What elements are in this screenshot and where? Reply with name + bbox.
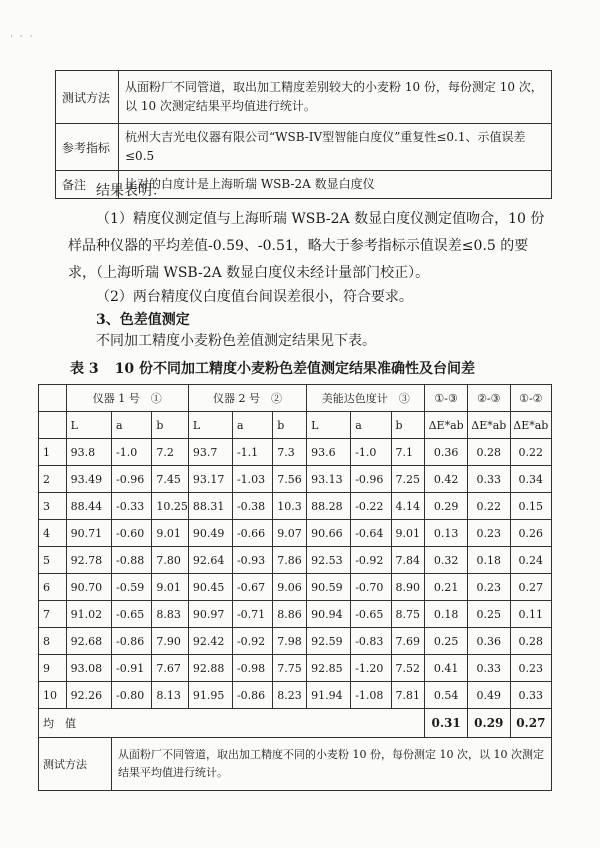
table-cell: 0.42 — [425, 466, 468, 493]
row-value: 比对的白度计是上海昕瑞 WSB-2A 数显白度仪 — [119, 171, 552, 199]
row-label: 测试方法 — [56, 71, 119, 124]
table-cell: 0.18 — [467, 547, 510, 574]
table-cell: 7.81 — [391, 682, 425, 709]
table-cell: 0.41 — [425, 655, 468, 682]
sub-header-row — [39, 412, 552, 439]
table-cell: 9.06 — [273, 574, 307, 601]
table-cell: 8.23 — [273, 682, 307, 709]
table-cell: 92.26 — [66, 682, 111, 709]
scan-mark: · · · — [10, 32, 35, 42]
table-cell: 92.88 — [188, 655, 232, 682]
table-cell: 90.45 — [188, 574, 232, 601]
group-header-row — [39, 385, 552, 412]
table-row — [39, 520, 552, 547]
table-cell: -1.08 — [351, 682, 391, 709]
table-row — [39, 682, 552, 709]
sub-header: ΔE*ab — [510, 412, 551, 439]
table-body — [39, 439, 552, 709]
table-cell: -0.64 — [351, 520, 391, 547]
table-row — [39, 547, 552, 574]
row-label: 备注 — [56, 171, 119, 199]
table-cell: 0.36 — [467, 628, 510, 655]
table-cell: 93.17 — [188, 466, 232, 493]
table-cell: 90.59 — [307, 574, 351, 601]
row-index: 3 — [39, 493, 67, 520]
table-row — [39, 628, 552, 655]
table-row — [39, 655, 552, 682]
table-cell: 7.98 — [273, 628, 307, 655]
table-row — [39, 493, 552, 520]
table-cell: -0.80 — [112, 682, 152, 709]
table-cell: -0.60 — [112, 520, 152, 547]
table-cell: 91.95 — [188, 682, 232, 709]
table-cell: 0.54 — [425, 682, 468, 709]
sub-header: ΔE*ab — [425, 412, 468, 439]
table-cell: -0.96 — [351, 466, 391, 493]
results-heading: 结果表明： — [96, 183, 166, 199]
table-cell: 0.32 — [425, 547, 468, 574]
table-cell: 92.68 — [66, 628, 111, 655]
table-cell: -0.65 — [112, 601, 152, 628]
table-cell: -1.0 — [351, 439, 391, 466]
table-cell: 90.71 — [66, 520, 111, 547]
table-cell: 8.90 — [391, 574, 425, 601]
table-cell: -0.92 — [232, 628, 272, 655]
header-corner — [39, 385, 67, 412]
table-cell: 93.8 — [66, 439, 111, 466]
table-cell: 0.23 — [510, 655, 551, 682]
table-cell: 7.69 — [391, 628, 425, 655]
table-cell: 0.25 — [425, 628, 468, 655]
table-cell: 7.52 — [391, 655, 425, 682]
row-index: 10 — [39, 682, 67, 709]
section-intro: 不同加工精度小麦粉色差值测定结果见下表。 — [96, 333, 376, 349]
table-cell: 93.7 — [188, 439, 232, 466]
table-cell: -0.86 — [232, 682, 272, 709]
table-cell: -0.33 — [112, 493, 152, 520]
table-cell: 93.13 — [307, 466, 351, 493]
table-cell: 90.94 — [307, 601, 351, 628]
table-cell: -0.66 — [232, 520, 272, 547]
table-cell: 9.01 — [152, 520, 189, 547]
row-index: 4 — [39, 520, 67, 547]
table-cell: 0.49 — [467, 682, 510, 709]
table-cell: 88.31 — [188, 493, 232, 520]
method-text: 从面粉厂不同管道，取出加工精度不同的小麦粉 10 份，每份测定 10 次，以 10 次测定结果平均值进行统计。 — [112, 738, 552, 791]
table-cell: 7.56 — [273, 466, 307, 493]
table-number: 表 3 — [70, 361, 99, 377]
table-cell: -1.20 — [351, 655, 391, 682]
table-cell: 93.49 — [66, 466, 111, 493]
table-cell: 0.22 — [467, 493, 510, 520]
table-caption — [70, 358, 491, 378]
group-header: ②-③ — [467, 385, 510, 412]
table-cell: -0.98 — [232, 655, 272, 682]
table-cell: -0.86 — [112, 628, 152, 655]
table-row — [39, 439, 552, 466]
results-paragraph-2: （2）两台精度仪白度值台间误差很小，符合要求。 — [96, 289, 413, 305]
table-cell: -1.0 — [112, 439, 152, 466]
table-row — [39, 601, 552, 628]
table-cell: -0.59 — [112, 574, 152, 601]
mean-value: 0.27 — [510, 709, 551, 738]
sub-header: ΔE*ab — [467, 412, 510, 439]
table-cell: 93.6 — [307, 439, 351, 466]
table-cell: -1.03 — [232, 466, 272, 493]
row-value: 杭州大吉光电仪器有限公司“WSB-IV型智能白度仪”重复性≤0.1、示值误差≤0.5 — [119, 124, 552, 171]
table-cell: 7.1 — [391, 439, 425, 466]
row-label: 参考指标 — [56, 124, 119, 171]
table-cell: 10.25 — [152, 493, 189, 520]
mean-value: 0.29 — [467, 709, 510, 738]
sub-header: L — [307, 412, 351, 439]
group-header: ①-② — [510, 385, 551, 412]
table-cell: 90.66 — [307, 520, 351, 547]
method-row — [39, 738, 552, 791]
table-row — [39, 574, 552, 601]
table-cell: 0.23 — [467, 520, 510, 547]
table-cell: 7.67 — [152, 655, 189, 682]
table-cell: -0.88 — [112, 547, 152, 574]
table-cell: 92.53 — [307, 547, 351, 574]
table-cell: -0.65 — [351, 601, 391, 628]
sub-header: a — [112, 412, 152, 439]
table-cell: 8.75 — [391, 601, 425, 628]
table-cell: 7.3 — [273, 439, 307, 466]
table-cell: 9.01 — [391, 520, 425, 547]
table-cell: -0.67 — [232, 574, 272, 601]
table-cell: 4.14 — [391, 493, 425, 520]
table-cell: 7.75 — [273, 655, 307, 682]
table-row — [56, 71, 552, 124]
table-cell: 7.25 — [391, 466, 425, 493]
table-cell: 0.11 — [510, 601, 551, 628]
row-index: 2 — [39, 466, 67, 493]
table-cell: -0.83 — [351, 628, 391, 655]
table-cell: 0.13 — [425, 520, 468, 547]
table-cell: -0.93 — [232, 547, 272, 574]
table-cell: 8.13 — [152, 682, 189, 709]
table-cell: 10.3 — [273, 493, 307, 520]
table-cell: 7.90 — [152, 628, 189, 655]
table-cell: 8.83 — [152, 601, 189, 628]
sub-header: a — [232, 412, 272, 439]
table-cell: -1.1 — [232, 439, 272, 466]
table-cell: 7.84 — [391, 547, 425, 574]
group-header: ①-③ — [425, 385, 468, 412]
row-value: 从面粉厂不同管道，取出加工精度差别较大的小麦粉 10 份，每份测定 10 次，以 10 次测定结果平均值进行统计。 — [119, 71, 552, 124]
table-cell: 92.42 — [188, 628, 232, 655]
table-cell: -0.96 — [112, 466, 152, 493]
table-cell: 92.78 — [66, 547, 111, 574]
table-cell: 92.59 — [307, 628, 351, 655]
table-row — [56, 124, 552, 171]
table-cell: 91.94 — [307, 682, 351, 709]
group-header: 仪器 2 号 ② — [188, 385, 306, 412]
table-cell: 7.2 — [152, 439, 189, 466]
table-cell: 88.44 — [66, 493, 111, 520]
table-cell: 0.33 — [510, 682, 551, 709]
sub-header: a — [351, 412, 391, 439]
sub-header: L — [66, 412, 111, 439]
table-cell: 93.08 — [66, 655, 111, 682]
table-cell: 9.01 — [152, 574, 189, 601]
table-cell: 0.27 — [510, 574, 551, 601]
table-cell: -0.70 — [351, 574, 391, 601]
table-title: 10 份不同加工精度小麦粉色差值测定结果准确性及台间差 — [114, 361, 475, 377]
table-cell: -0.38 — [232, 493, 272, 520]
table-cell: 0.15 — [510, 493, 551, 520]
table-cell: -0.91 — [112, 655, 152, 682]
table-cell: 0.21 — [425, 574, 468, 601]
table-cell: 0.34 — [510, 466, 551, 493]
table-cell: 0.25 — [467, 601, 510, 628]
group-header: 美能达色度计 ③ — [307, 385, 425, 412]
row-index: 1 — [39, 439, 67, 466]
table-cell: 7.45 — [152, 466, 189, 493]
mean-row — [39, 709, 552, 738]
table-cell: 0.33 — [467, 655, 510, 682]
table-cell: 0.29 — [425, 493, 468, 520]
table-cell: 90.70 — [66, 574, 111, 601]
table-cell: 0.28 — [510, 628, 551, 655]
table-cell: 0.28 — [467, 439, 510, 466]
table-cell: 0.33 — [467, 466, 510, 493]
group-header: 仪器 1 号 ① — [66, 385, 188, 412]
results-paragraph-1: （1）精度仪测定值与上海昕瑞 WSB-2A 数显白度仪测定值吻合，10 份样品种仪器的平均差值-0.59、-0.51，略大于参考指标示值误差≤0.5 的要求，（上海昕瑞 WSB-2A 数显白度仪未经计量部门校正）。 — [68, 211, 545, 281]
table-row — [39, 466, 552, 493]
sub-header: b — [273, 412, 307, 439]
table-cell: 90.49 — [188, 520, 232, 547]
row-index: 8 — [39, 628, 67, 655]
row-index-header — [39, 412, 67, 439]
table-cell: 8.86 — [273, 601, 307, 628]
row-index: 9 — [39, 655, 67, 682]
table-cell: 7.86 — [273, 547, 307, 574]
table-cell: 91.02 — [66, 601, 111, 628]
table-cell: 0.22 — [510, 439, 551, 466]
table-cell: 0.23 — [467, 574, 510, 601]
mean-value: 0.31 — [425, 709, 468, 738]
method-label: 测试方法 — [39, 738, 112, 791]
table-cell: -0.22 — [351, 493, 391, 520]
mean-label: 均 值 — [39, 709, 425, 738]
table-cell: 88.28 — [307, 493, 351, 520]
sub-header: b — [391, 412, 425, 439]
row-index: 7 — [39, 601, 67, 628]
table-cell: 7.80 — [152, 547, 189, 574]
table-cell: 0.36 — [425, 439, 468, 466]
sub-header: L — [188, 412, 232, 439]
table-cell: 0.18 — [425, 601, 468, 628]
section-heading: 3、色差值测定 — [96, 312, 190, 328]
table-cell: 0.24 — [510, 547, 551, 574]
table-cell: 92.64 — [188, 547, 232, 574]
row-index: 5 — [39, 547, 67, 574]
table-cell: 0.26 — [510, 520, 551, 547]
color-difference-table — [38, 384, 552, 791]
sub-header: b — [152, 412, 189, 439]
table-cell: 9.07 — [273, 520, 307, 547]
table-cell: -0.71 — [232, 601, 272, 628]
row-index: 6 — [39, 574, 67, 601]
table-cell: -0.92 — [351, 547, 391, 574]
table-cell: 90.97 — [188, 601, 232, 628]
table-cell: 92.85 — [307, 655, 351, 682]
